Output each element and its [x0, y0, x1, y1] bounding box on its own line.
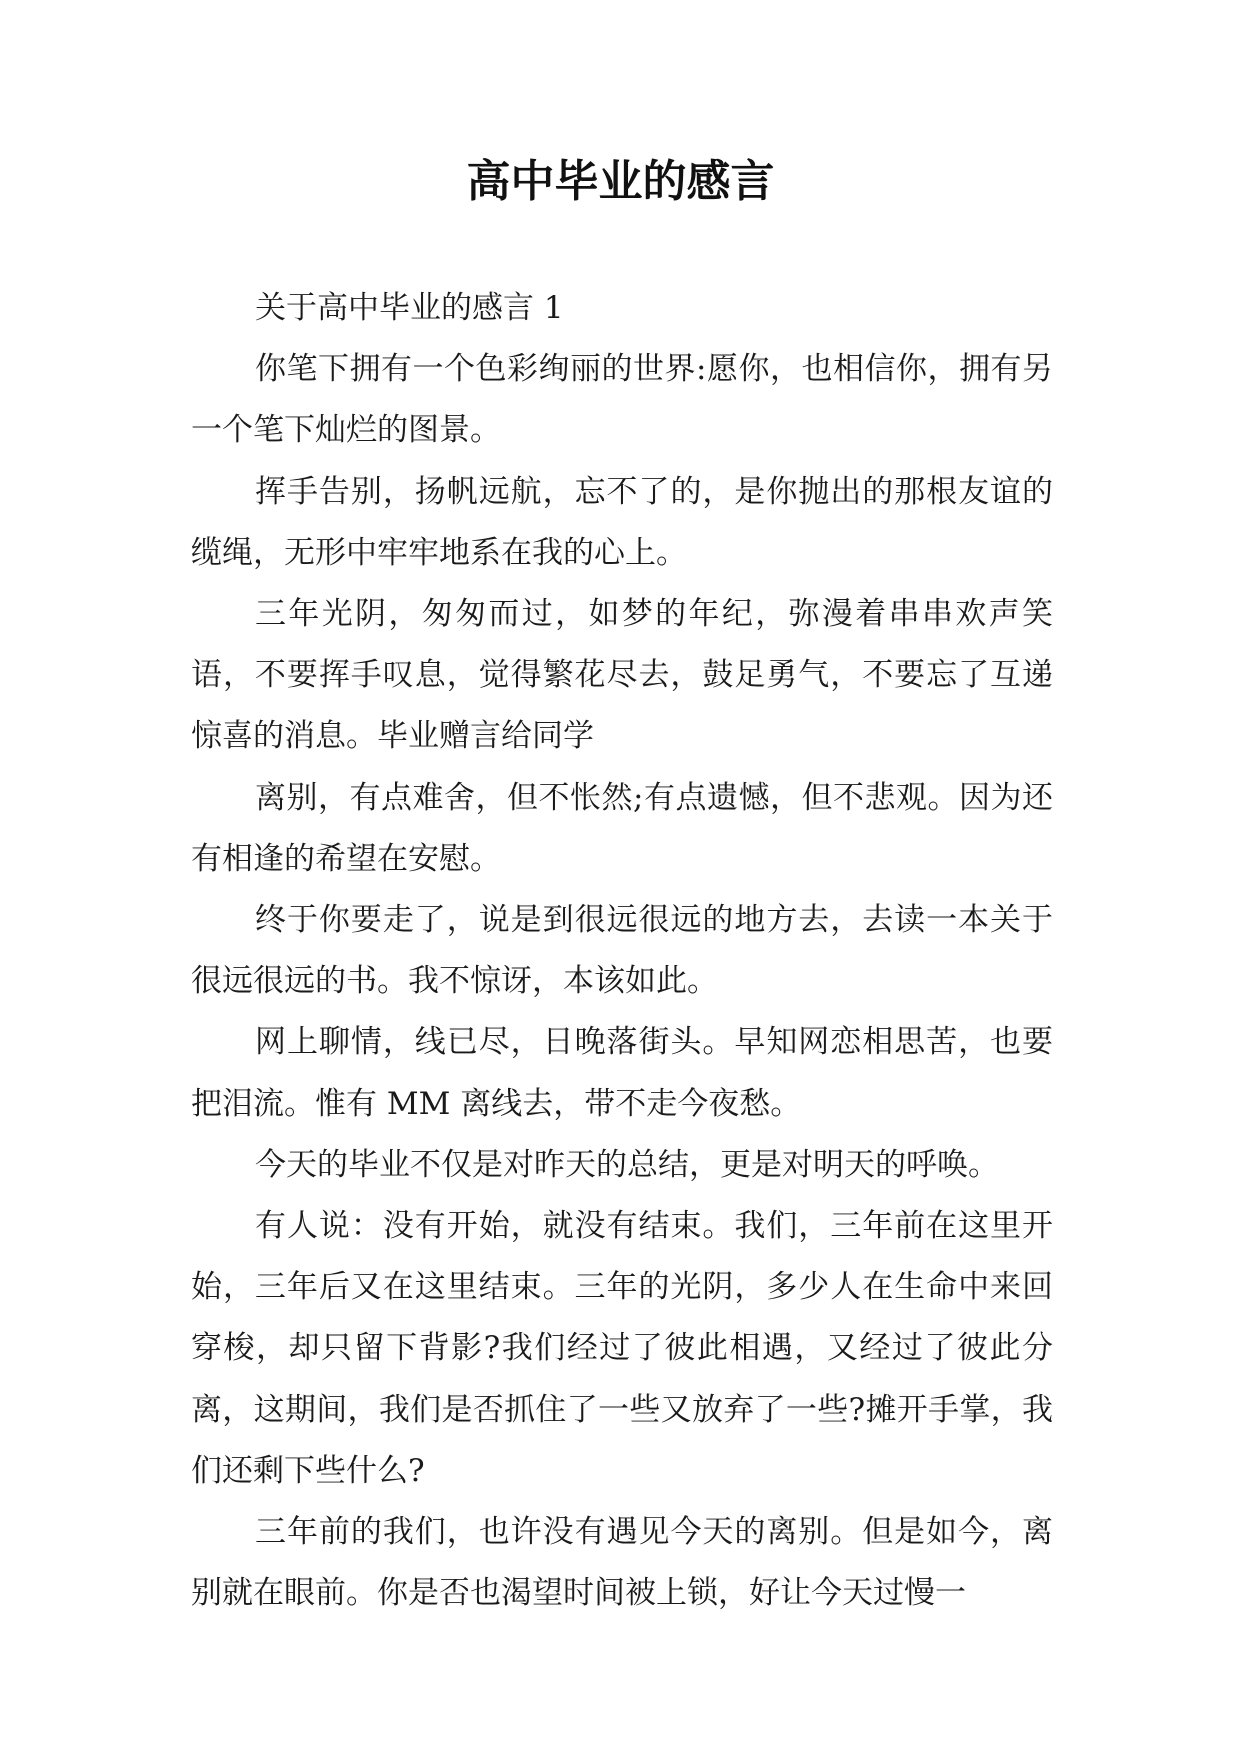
paragraph: 今天的毕业不仅是对昨天的总结，更是对明天的呼唤。: [255, 1146, 999, 1183]
paragraph: 挥手告别，扬帆远航，忘不了的，是你抛出的那根友谊的缆绳，无形中牢牢地系在我的心上。: [191, 473, 1053, 571]
paragraph: 你笔下拥有一个色彩绚丽的世界:愿你，也相信你，拥有另一个笔下灿烂的图景。: [191, 351, 1053, 449]
paragraph: 终于你要走了，说是到很远很远的地方去，去读一本关于很远很远的书。我不惊讶，本该如此。: [191, 902, 1053, 1000]
document-body: [191, 278, 1053, 1624]
paragraph: 三年光阴，匆匆而过，如梦的年纪，弥漫着串串欢声笑语，不要挥手叹息，觉得繁花尽去，鼓足勇气，不要忘了互递惊喜的消息。毕业赠言给同学: [191, 596, 1053, 755]
paragraph: 有人说：没有开始，就没有结束。我们，三年前在这里开始，三年后又在这里结束。三年的光阴，多少人在生命中来回穿梭，却只留下背影?我们经过了彼此相遇，又经过了彼此分离，这期间，我们是否抓住了一些又放弃了一些?摊开手掌，我们还剩下些什么?: [191, 1208, 1053, 1489]
paragraph: 三年前的我们，也许没有遇见今天的离别。但是如今，离别就在眼前。你是否也渴望时间被上锁，好让今天过慢一: [191, 1514, 1053, 1612]
document-title: 高中毕业的感言: [466, 156, 775, 207]
paragraph: 关于高中毕业的感言 1: [255, 290, 564, 326]
paragraph: 网上聊情，线已尽，日晚落街头。早知网恋相思苦，也要把泪流。惟有 MM 离线去，带不走今夜愁。: [191, 1024, 1053, 1122]
paragraph: 离别，有点难舍，但不怅然;有点遗憾，但不悲观。因为还有相逢的希望在安慰。: [191, 779, 1053, 877]
